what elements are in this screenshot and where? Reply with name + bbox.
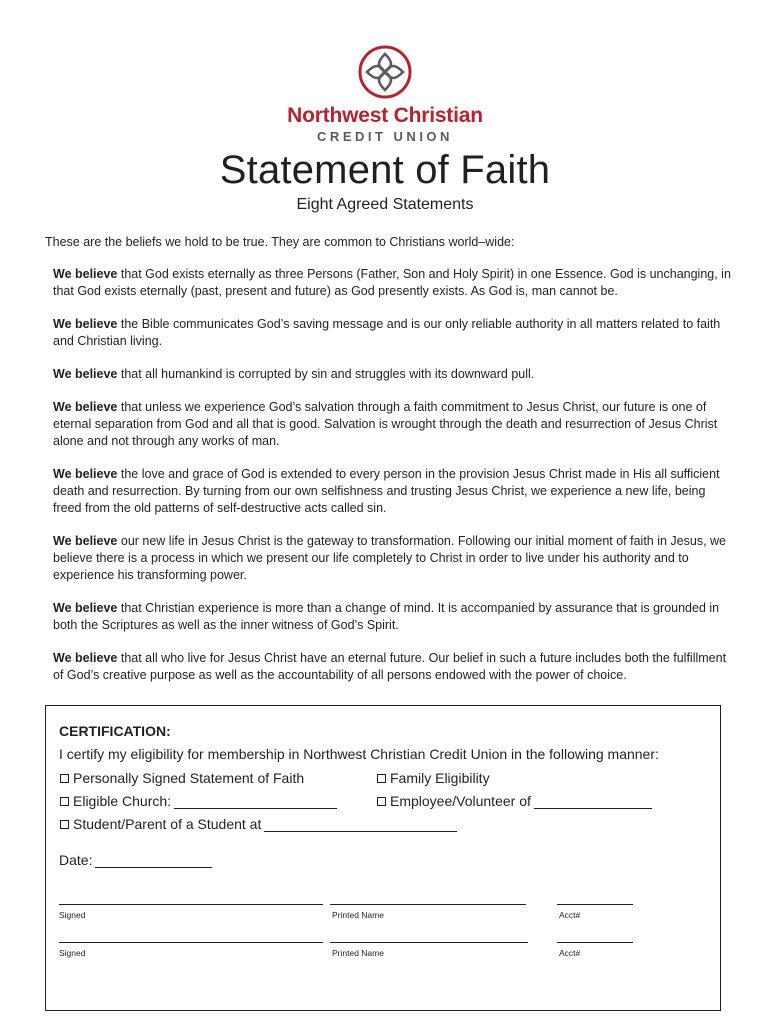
statement-5	[53, 466, 733, 517]
org-subtitle: CREDIT UNION	[317, 129, 453, 144]
certification-title: CERTIFICATION:	[59, 723, 171, 739]
employee-volunteer-checkbox[interactable]	[377, 797, 386, 806]
statement-text: that all who live for Jesus Christ have an eternal future. Our belief in such a future includes both the fulfillment of God’s creative purpose as well as the accountability of all persons endowed with the power of choice.	[53, 651, 727, 682]
student-parent-checkbox[interactable]	[60, 820, 69, 829]
certification-box	[45, 705, 721, 1011]
logo	[0, 44, 770, 100]
option-family	[376, 770, 490, 786]
eligible-church-checkbox[interactable]	[60, 797, 69, 806]
cross-knot-logo-icon	[357, 44, 413, 100]
statement-text: the Bible communicates God’s saving message and is our only reliable authority in all matters related to faith and Christian living.	[53, 317, 721, 348]
org-name: Northwest Christian	[287, 104, 483, 127]
statement-text: that unless we experience God’s salvation through a faith commitment to Jesus Christ, our future is one of eternal separation from God and all that is good. Salvation is wrought through the death and resurrection of Jesus Christ alone and not through any works of man.	[53, 400, 718, 448]
statement-lead: We believe	[53, 267, 118, 281]
signature-line-1[interactable]	[59, 904, 323, 905]
printed-name-line-2[interactable]	[330, 942, 528, 943]
certification-text: I certify my eligibility for membership in Northwest Christian Credit Union in the following manner:	[59, 746, 659, 762]
signed-label: Signed	[59, 948, 86, 958]
date-label: Date:	[59, 852, 93, 868]
page-subtitle: Eight Agreed Statements	[296, 196, 474, 213]
option-church	[59, 793, 337, 809]
statement-text: our new life in Jesus Christ is the gateway to transformation. Following our initial moment of faith in Jesus, we believe there is a process in which we present our life completely to Christ in order to live under his authority and to experience his transforming power.	[53, 534, 726, 582]
option-label: Employee/Volunteer of	[390, 793, 531, 809]
statement-text: that all humankind is corrupted by sin and struggles with its downward pull.	[117, 367, 535, 381]
signed-label: Signed	[59, 910, 86, 920]
statement-3	[53, 366, 733, 383]
option-label: Family Eligibility	[390, 770, 490, 786]
employer-field[interactable]	[534, 794, 652, 809]
statement-lead: We believe	[53, 467, 118, 481]
acct-line-1[interactable]	[557, 904, 633, 905]
statement-8	[53, 650, 733, 684]
statement-lead: We believe	[53, 400, 118, 414]
acct-label: Acct#	[559, 910, 581, 920]
statement-1	[53, 266, 733, 300]
school-field[interactable]	[264, 817, 457, 832]
acct-label: Acct#	[559, 948, 581, 958]
option-signed-statement	[59, 770, 304, 786]
signed-statement-checkbox[interactable]	[60, 774, 69, 783]
statement-lead: We believe	[53, 601, 118, 615]
statement-lead: We believe	[53, 317, 118, 331]
statement-4	[53, 399, 733, 450]
statement-7	[53, 600, 733, 634]
date-field[interactable]	[95, 853, 212, 868]
page-title: Statement of Faith	[219, 148, 551, 192]
acct-line-2[interactable]	[557, 942, 633, 943]
option-student	[59, 816, 457, 832]
printed-name-line-1[interactable]	[330, 904, 526, 905]
printed-name-label: Printed Name	[332, 910, 384, 920]
option-label: Student/Parent of a Student at	[73, 816, 262, 832]
option-employee	[376, 793, 652, 809]
statement-6	[53, 533, 733, 584]
statement-lead: We believe	[53, 651, 118, 665]
church-name-field[interactable]	[174, 794, 337, 809]
statement-text: that Christian experience is more than a change of mind. It is accompanied by assurance that is grounded in both the Scriptures as well as the inner witness of God’s Spirit.	[53, 601, 720, 632]
statement-lead: We believe	[53, 534, 118, 548]
family-eligibility-checkbox[interactable]	[377, 774, 386, 783]
statement-text: the love and grace of God is extended to every person in the provision Jesus Christ made in His all sufficient death and resurrection. By turning from our own selfishness and trusting Jesus Christ, we experience a new life, being freed from the old patterns of self-destructive acts called sin.	[53, 467, 720, 515]
option-label: Personally Signed Statement of Faith	[73, 770, 305, 786]
statement-text: that God exists eternally as three Persons (Father, Son and Holy Spirit) in one Essence. God is unchanging, in that God exists eternally (past, present and future) as God presently exists. As God is, man cannot be.	[53, 267, 731, 298]
statement-2	[53, 316, 733, 350]
intro-text: These are the beliefs we hold to be true. They are common to Christians world–wide:	[45, 235, 515, 249]
signature-line-2[interactable]	[59, 942, 323, 943]
statements-list	[53, 266, 733, 700]
option-label: Eligible Church:	[73, 793, 172, 809]
statement-lead: We believe	[53, 367, 118, 381]
date-row	[59, 852, 212, 868]
printed-name-label: Printed Name	[332, 948, 384, 958]
